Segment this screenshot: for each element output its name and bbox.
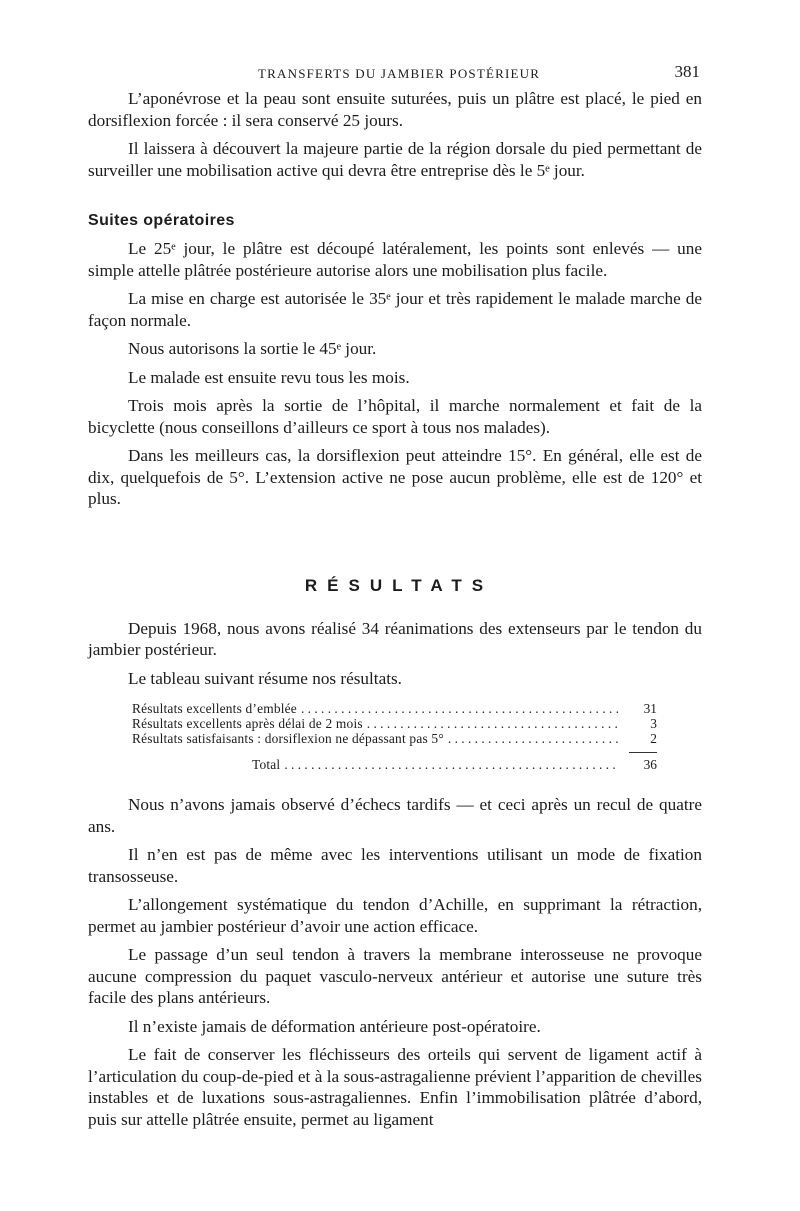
discussion-paragraph: Il n’existe jamais de déformation antérieure post-opératoire. bbox=[128, 1016, 541, 1036]
dot-leader bbox=[448, 731, 619, 746]
table-total-value: 36 bbox=[643, 757, 657, 772]
table-total-row bbox=[132, 757, 657, 772]
running-title: TRANSFERTS DU JAMBIER POSTÉRIEUR bbox=[258, 66, 541, 81]
dot-leader bbox=[284, 757, 619, 772]
table-row-label: Résultats excellents après délai de 2 mois bbox=[132, 716, 363, 731]
table-row-label: Résultats excellents d’emblée bbox=[132, 701, 297, 716]
table-row bbox=[132, 716, 657, 731]
suites-paragraph: Le 25ᵉ jour, le plâtre est découpé latéralement, les points sont enlevés — une simple attelle plâtrée postérieure autorise alors une mobilisation plus facile. bbox=[88, 239, 702, 280]
discussion-paragraph: Il n’en est pas de même avec les interventions utilisant un mode de fixation transosseuse. bbox=[88, 845, 702, 886]
discussion-paragraph: Nous n’avons jamais observé d’échecs tardifs — et ceci après un recul de quatre ans. bbox=[88, 795, 702, 836]
intro-paragraph: Il laissera à découvert la majeure partie de la région dorsale du pied permettant de surveiller une mobilisation active qui devra être entreprise dès le 5ᵉ jour. bbox=[88, 139, 702, 180]
results-table bbox=[132, 701, 657, 772]
table-row bbox=[132, 701, 657, 716]
discussion-paragraph: Le fait de conserver les fléchisseurs des orteils qui servent de ligament actif à l’articulation du coup-de-pied et à la sous-astragalienne prévient l’apparition de chevilles instables et de luxations sous-astragaliennes. Enfin l’immobilisation plâtrée d’abord, puis sur attelle plâtrée ensuite, permet au ligament bbox=[88, 1045, 702, 1129]
discussion-paragraph: L’allongement systématique du tendon d’Achille, en supprimant la rétraction, permet au jambier postérieur d’avoir une action efficace. bbox=[88, 895, 702, 936]
table-row bbox=[132, 731, 657, 746]
page-number: 381 bbox=[674, 62, 700, 81]
results-heading: RÉSULTATS bbox=[304, 575, 494, 595]
table-row-value: 31 bbox=[643, 701, 657, 716]
suites-paragraph: Trois mois après la sortie de l’hôpital, il marche normalement et fait de la bicyclette (nous conseillons d’ailleurs ce sport à tous nos malades). bbox=[88, 396, 702, 437]
discussion-paragraph: Le passage d’un seul tendon à travers la membrane interosseuse ne provoque aucune compression du paquet vasculo-nerveux antérieur et autorise une suture très facile des plans antérieurs. bbox=[88, 945, 702, 1007]
results-intro-paragraph: Le tableau suivant résume nos résultats. bbox=[128, 668, 402, 688]
intro-paragraph: L’aponévrose et la peau sont ensuite suturées, puis un plâtre est placé, le pied en dorsiflexion forcée : il sera conservé 25 jours. bbox=[88, 89, 702, 130]
dot-leader bbox=[301, 701, 619, 716]
table-row-value: 3 bbox=[650, 716, 657, 731]
suites-paragraph: Le malade est ensuite revu tous les mois. bbox=[128, 367, 410, 387]
section-heading-suites: Suites opératoires bbox=[88, 212, 235, 229]
total-rule bbox=[629, 752, 657, 753]
table-row-label: Résultats satisfaisants : dorsiflexion ne dépassant pas 5° bbox=[132, 731, 444, 746]
table-total-label: Total bbox=[252, 757, 281, 772]
book-page bbox=[88, 60, 702, 1137]
running-head bbox=[88, 60, 702, 88]
suites-paragraph: Nous autorisons la sortie le 45ᵉ jour. bbox=[128, 339, 377, 358]
suites-paragraph: Dans les meilleurs cas, la dorsiflexion peut atteindre 15°. En général, elle est de dix, quelquefois de 5°. L’extension active ne pose aucun problème, elle est de 120° et plus. bbox=[88, 446, 702, 508]
suites-paragraph: La mise en charge est autorisée le 35ᵉ jour et très rapidement le malade marche de façon normale. bbox=[88, 289, 702, 330]
table-row-value: 2 bbox=[650, 731, 657, 746]
results-intro-paragraph: Depuis 1968, nous avons réalisé 34 réanimations des extenseurs par le tendon du jambier postérieur. bbox=[88, 618, 702, 659]
dot-leader bbox=[367, 716, 619, 731]
